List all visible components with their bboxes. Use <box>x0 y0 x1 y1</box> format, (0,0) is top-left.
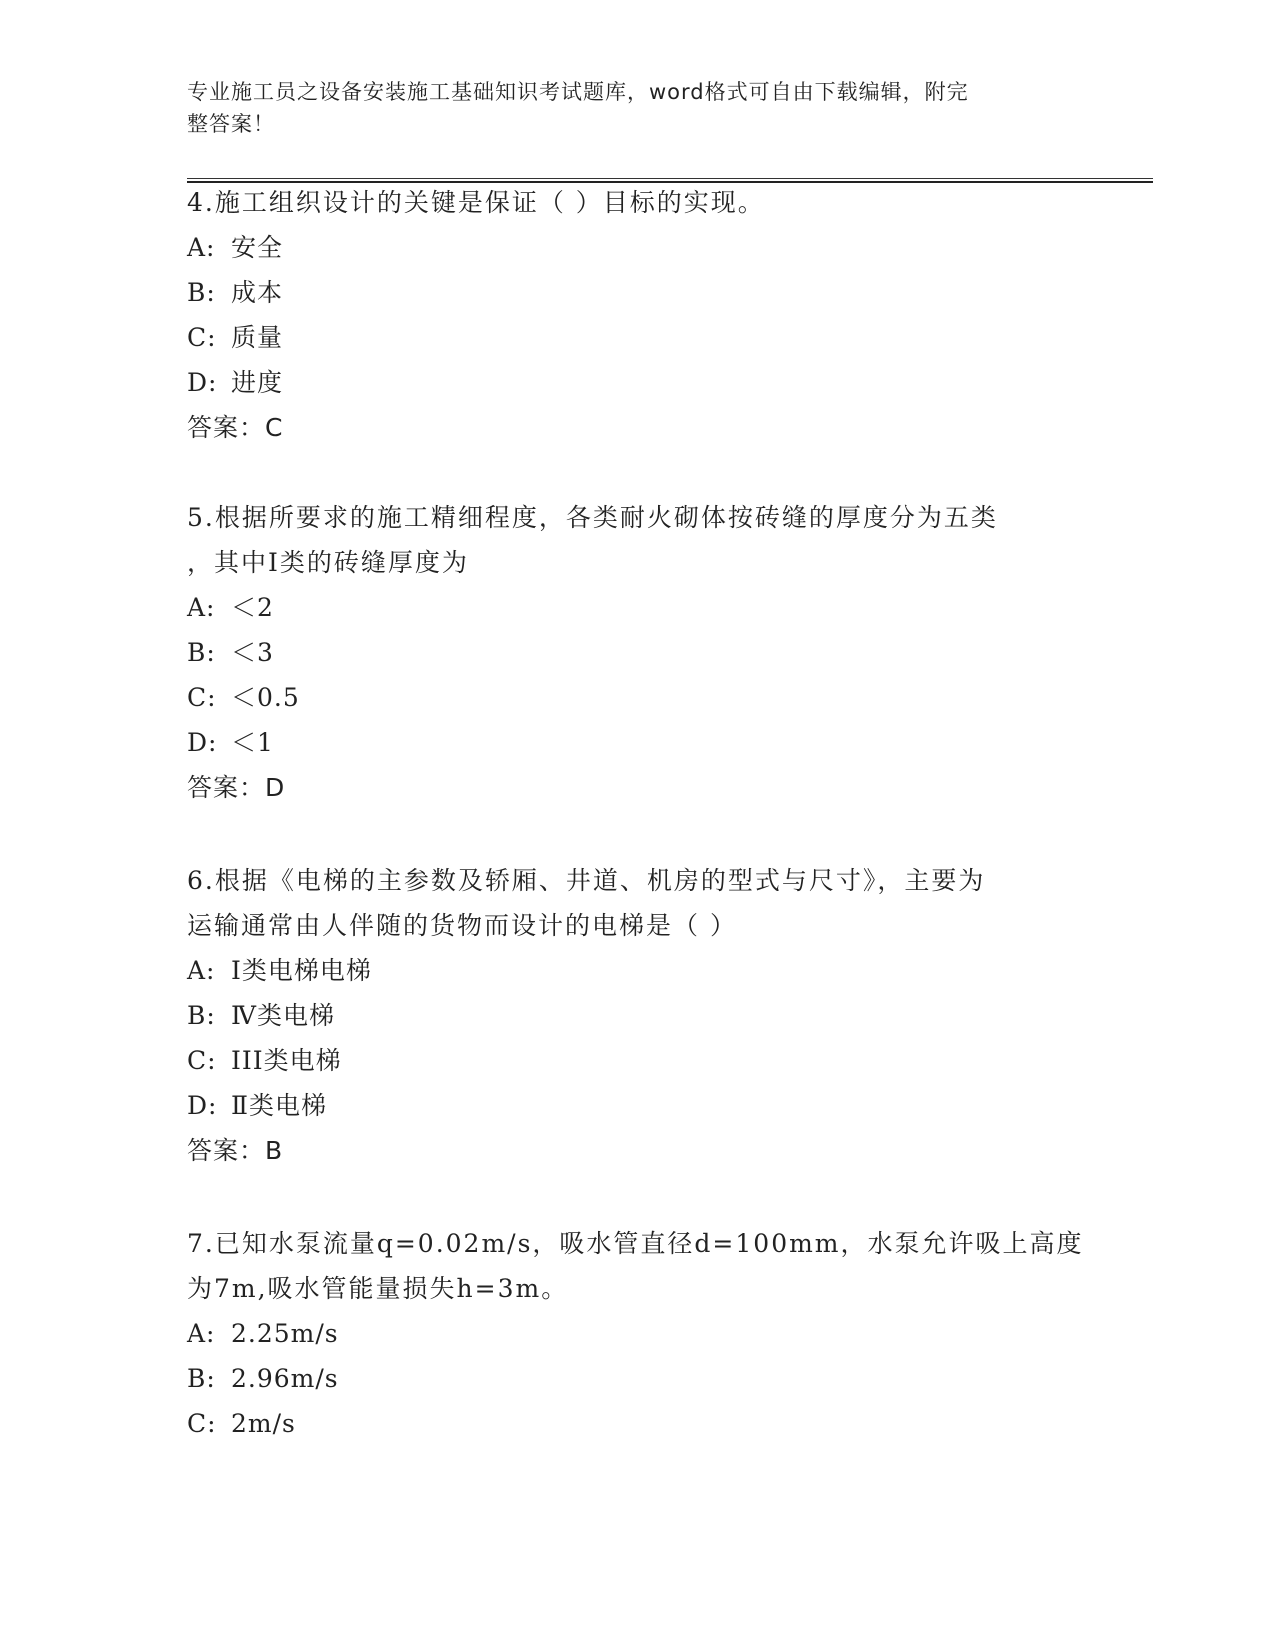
option-d <box>187 1083 1087 1128</box>
option-text: Ⅱ类电梯 <box>231 1091 327 1120</box>
option-text: ＜3 <box>231 638 274 667</box>
question-5 <box>187 495 1087 810</box>
option-text: ＜2 <box>231 593 274 622</box>
option-a <box>187 1311 1087 1356</box>
header-divider-thin <box>187 178 1153 179</box>
question-4 <box>187 180 1087 450</box>
header-line-1: 专业施工员之设备安装施工基础知识考试题库，word格式可自由下载编辑，附完 <box>187 80 969 104</box>
question-6 <box>187 858 1087 1173</box>
option-text: 进度 <box>231 368 284 397</box>
option-letter: C: <box>187 323 217 352</box>
question-stem-line-1: 6.根据《电梯的主参数及轿厢、井道、机房的型式与尺寸》，主要为 <box>187 866 986 895</box>
option-c <box>187 675 1087 720</box>
document-header <box>187 76 1087 140</box>
option-letter: C: <box>187 683 217 712</box>
question-stem-line-1: 7.已知水泵流量q=0.02m/s，吸水管直径d=100mm，水泵允许吸上高度 <box>187 1229 1084 1258</box>
question-7 <box>187 1221 1087 1446</box>
option-letter: B: <box>187 1001 216 1030</box>
answer-line: 答案：C <box>187 413 284 442</box>
option-a <box>187 948 1087 993</box>
question-stem-line-2: 为7m,吸水管能量损失h=3m。 <box>187 1274 569 1303</box>
option-text: ＜0.5 <box>231 683 300 712</box>
option-text: Ⅰ类电梯电梯 <box>231 956 372 985</box>
option-text: ＜1 <box>231 728 274 757</box>
option-text: III类电梯 <box>231 1046 342 1075</box>
option-b <box>187 270 1087 315</box>
option-c <box>187 315 1087 360</box>
option-text: 安全 <box>231 233 284 262</box>
option-letter: A: <box>187 593 216 622</box>
option-letter: C: <box>187 1046 217 1075</box>
header-line-2: 整答案！ <box>187 112 275 136</box>
option-text: 2.25m/s <box>231 1319 339 1348</box>
question-stem-line-2: ，其中Ⅰ类的砖缝厚度为 <box>187 548 469 577</box>
option-letter: A: <box>187 233 216 262</box>
option-a <box>187 585 1087 630</box>
option-b <box>187 630 1087 675</box>
option-letter: A: <box>187 1319 216 1348</box>
option-text: Ⅳ类电梯 <box>231 1001 335 1030</box>
question-stem: 4.施工组织设计的关键是保证（ ）目标的实现。 <box>187 188 765 217</box>
option-letter: D: <box>187 728 218 757</box>
option-text: 成本 <box>231 278 284 307</box>
question-stem-line-2: 运输通常由人伴随的货物而设计的电梯是（ ） <box>187 911 737 940</box>
option-d <box>187 360 1087 405</box>
option-letter: D: <box>187 368 218 397</box>
option-a <box>187 225 1087 270</box>
option-letter: C: <box>187 1409 217 1438</box>
answer-line: 答案：D <box>187 773 286 802</box>
option-c <box>187 1401 1087 1446</box>
option-text: 质量 <box>231 323 284 352</box>
option-letter: B: <box>187 1364 216 1393</box>
option-text: 2m/s <box>231 1409 296 1438</box>
option-d <box>187 720 1087 765</box>
answer-line: 答案：B <box>187 1136 284 1165</box>
option-b <box>187 993 1087 1038</box>
option-c <box>187 1038 1087 1083</box>
option-b <box>187 1356 1087 1401</box>
option-text: 2.96m/s <box>231 1364 339 1393</box>
option-letter: B: <box>187 638 216 667</box>
option-letter: D: <box>187 1091 218 1120</box>
option-letter: B: <box>187 278 216 307</box>
option-letter: A: <box>187 956 216 985</box>
question-stem-line-1: 5.根据所要求的施工精细程度，各类耐火砌体按砖缝的厚度分为五类 <box>187 503 998 532</box>
